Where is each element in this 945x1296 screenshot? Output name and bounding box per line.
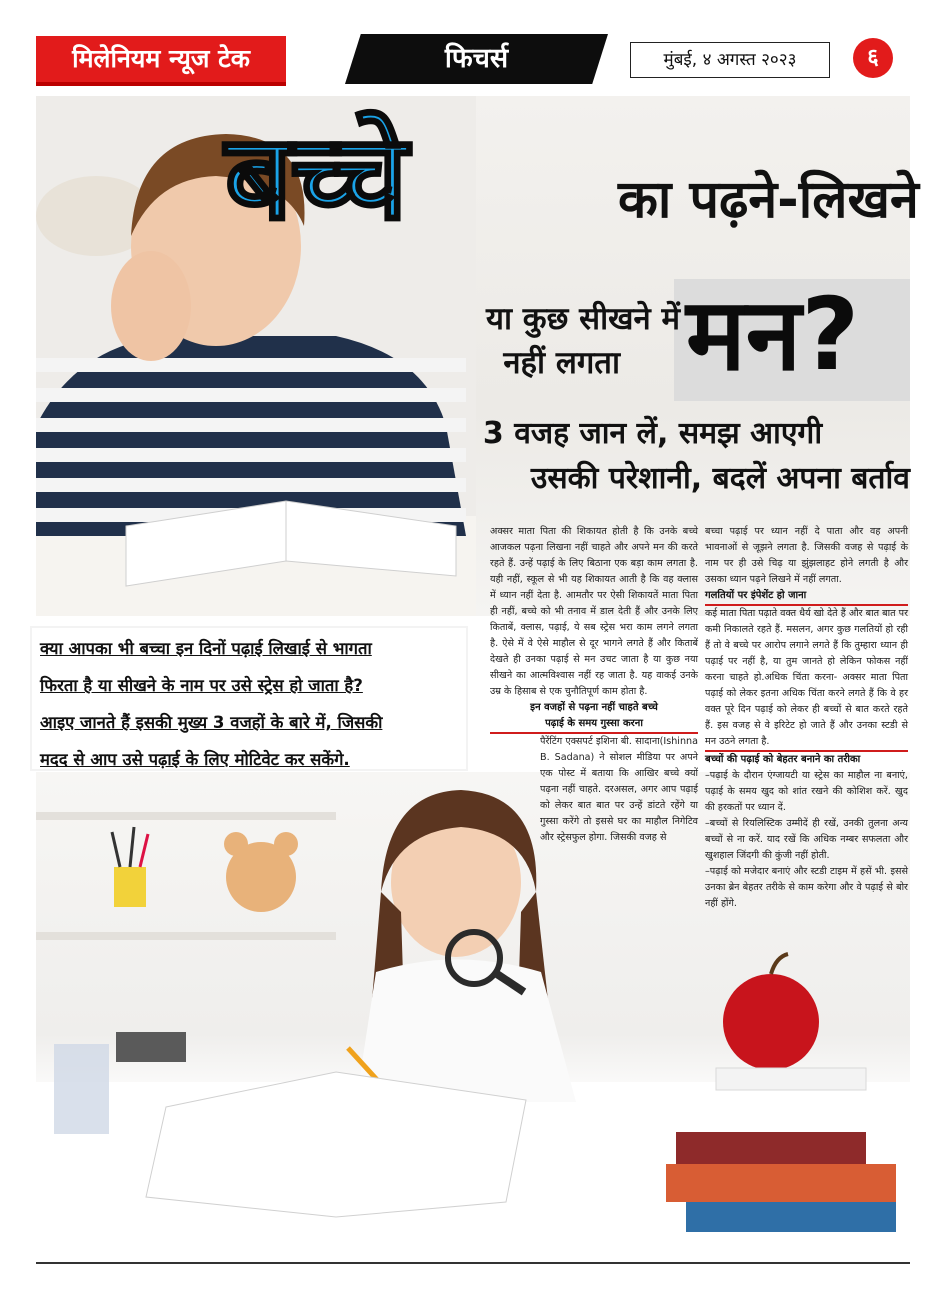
callout-line-1: क्या आपका भी बच्चा इन दिनों पढ़ाई लिखाई से भागता — [40, 639, 372, 658]
section-heading: इन वजहों से पढ़ना नहीं चाहते बच्चे — [530, 702, 658, 713]
section-title: फिचर्स — [444, 43, 509, 74]
article-column-1 — [490, 524, 698, 846]
deck-line-1: 3 वजह जान लें, समझ आएगी — [482, 416, 823, 451]
callout-line-3: आइए जानते हैं इसकी मुख्य 3 वजहों के बारे में, जिसकी — [40, 713, 383, 732]
article-paragraph: कई माता पिता पढ़ाते वक्त धैर्य खो देते हैं और बात बात पर कमी निकालते रहते हैं. मसलन, अगर कुछ गलतियों हो रही हैं तो वे बच्चे पर आरोप लगाने लगते हैं कि तुम्हारा ध्यान ही पढ़ाई पर नहीं है, या तुम जानते हो लेकिन फोकस नहीं करना चाहते हो.अधिक चिंता करना- अक्सर माता पिता पढ़ाई को लेकर इतना अधिक चिंता करने लगते हैं कि वे हर वक्त पूरे दिन पढ़ाई को लेकर ही बच्चों से बात करते रहते हैं. इस वजह से वे इरिटेट हो जाते हैं और उनका स्टडी से मन उठने लगता है. — [705, 608, 908, 747]
article-paragraph: बच्चा पढ़ाई पर ध्यान नहीं दे पाता और वह अपनी भावनाओं से जूझने लगता है. जिसकी वजह से पढ़ाई के नाम पर ही उसे चिढ़ या झुंझलाहट होने लगती है और उसका ध्यान पढ़ने लिखने में नहीं लगता. — [705, 526, 908, 585]
callout-box — [32, 628, 466, 769]
headline-subline-1: या कुछ सीखने में — [485, 301, 680, 337]
article-paragraph: –बच्चों से रियलिस्टिक उम्मीदें ही रखें, उनकी तुलना अन्य बच्चों से ना करें. याद रखें कि अधिक नम्बर सफलता और खुशहाल जिंदगी की कुंजी नहीं होती. — [705, 818, 908, 861]
page-bottom-rule — [36, 1262, 910, 1264]
headline-subline-2: नहीं लगता — [503, 345, 620, 381]
article-paragraph: अक्सर माता पिता की शिकायत होती है कि उनके बच्चे आजकल पढ़ना लिखना नहीं चाहते और अपने मन की करते रहते हैं. उन्हें पढ़ाई के लिए बिठाना एक बड़ा काम लगता है. यही नहीं, स्कूल से भी यह शिकायत आती है कि वह क्लास में ध्यान नहीं देता है. आमतौर पर ऐसी शिकायतें माता पिता ही नहीं, बच्चे को भी तनाव में डाल देती हैं और उनके लिए किताबें, क्लास, पढ़ाई, ये सब स्ट्रेस भरा काम लगने लगता है. ऐसे में वे ऐसे माहौल से दूर भागने लगते हैं और किताबें देखते ही उनका पढ़ाई से मन उचट जाता है या कुछ नया सीखने का आत्मविश्वास नहीं रह जाता है. यह वाकई उनके उम्र के हिसाब से एक चुनौतिपूर्ण काम होता है. — [490, 526, 698, 697]
deck-line-2: उसकी परेशानी, बदलें अपना बर्ताव — [530, 461, 910, 496]
section-subheading: पढ़ाई के समय गुस्सा करना — [545, 718, 643, 729]
headline-main-word: बच्चे — [225, 108, 406, 246]
brand-nameplate: मिलेनियम न्यूज टेक — [36, 36, 286, 86]
callout-line-4: मदद से आप उसे पढ़ाई के लिए मोटिवेट कर सकेंगे. — [40, 750, 350, 769]
section-heading: गलतियों पर इंपेशेंट हो जाना — [705, 590, 807, 601]
headline-question-word: मन? — [686, 276, 860, 393]
article-column-2 — [705, 524, 908, 912]
article-paragraph: –पढ़ाई को मजेदार बनाएं और स्टडी टाइम में हसें भी. इससे उनका ब्रेन बेहतर तरीके से काम करेगा और वे पढ़ाई से बोर नहीं होंगे. — [705, 866, 908, 909]
page-number: ६ — [853, 38, 893, 78]
article-paragraph: पैरेंटिंग एक्सपर्ट इशिना बी. सादाना(Ishinna B. Sadana) ने सोशल मीडिया पर अपने एक पोस्ट में बताया कि आखिर बच्चे क्यों पढ़ना नहीं चाहते. दरअसल, अगर आप पढ़ाई को लेकर बात बात पर उन्हें डांटते रहेंगे या गुस्सा करेंगे तो इससे घर का माहौल निगेटिव और स्ट्रेसफुल होगा. जिसकी वजह से — [540, 736, 698, 843]
dateline: मुंबई, ४ अगस्त २०२३ — [630, 42, 830, 78]
section-heading: बच्चों की पढ़ाई को बेहतर बनाने का तरीका — [705, 754, 861, 765]
headline-right: का पढ़ने-लिखने — [618, 170, 919, 230]
callout-line-2: फिरता है या सीखने के नाम पर उसे स्ट्रेस हो जाता है? — [40, 676, 363, 695]
article-paragraph: –पढ़ाई के दौरान एंग्जायटी या स्ट्रेस का माहौल ना बनाएं, पढ़ाई के समय खुद को शांत रखने की कोशिश करें. खुद की हरकतों पर ध्यान दें. — [705, 770, 908, 813]
